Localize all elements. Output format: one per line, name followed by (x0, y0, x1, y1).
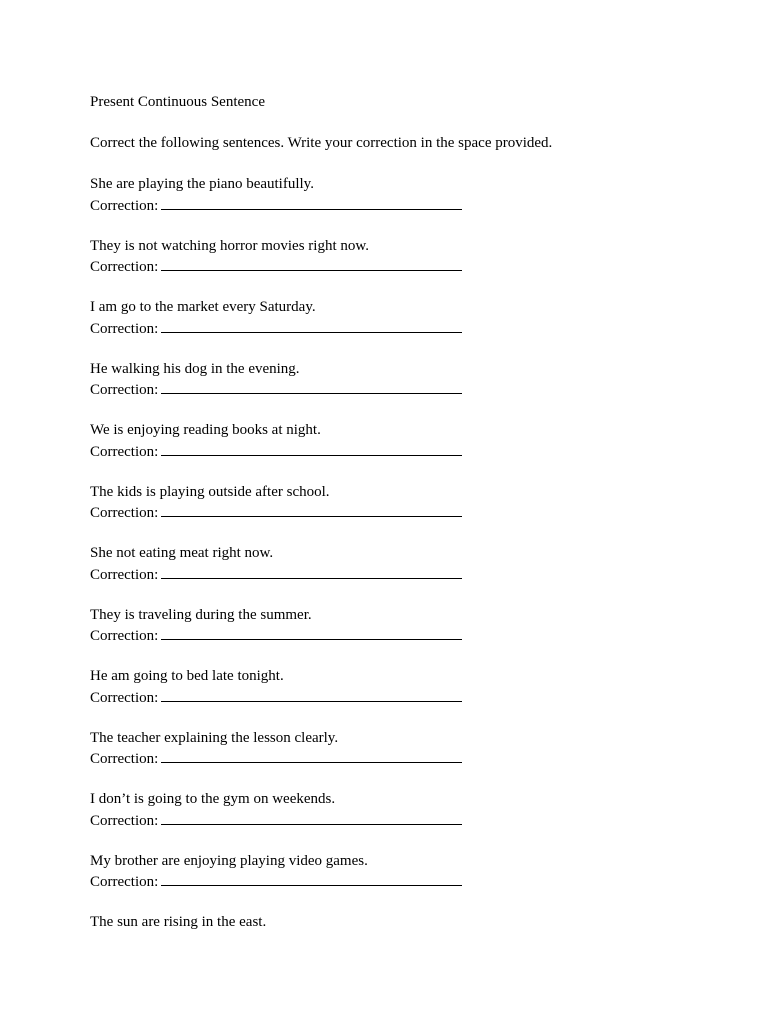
incorrect-sentence: He walking his dog in the evening. (90, 360, 300, 377)
exercise-item-8 (90, 605, 710, 667)
correction-label: Correction: (90, 505, 159, 521)
correction-blank[interactable] (161, 502, 462, 517)
exercise-item-6 (90, 482, 710, 544)
correction-label: Correction: (90, 874, 159, 890)
incorrect-sentence: She are playing the piano beautifully. (90, 176, 314, 192)
correction-label: Correction: (90, 320, 159, 337)
exercise-item-13 (90, 912, 710, 933)
correction-label: Correction: (90, 628, 159, 644)
correction-label: Correction: (90, 751, 159, 767)
correction-row (90, 441, 710, 462)
correction-blank[interactable] (161, 195, 462, 210)
correction-blank[interactable] (161, 871, 462, 886)
worksheet-page (90, 92, 710, 933)
exercise-item-9 (90, 666, 710, 728)
correction-blank[interactable] (161, 625, 462, 640)
correction-row (90, 379, 710, 400)
correction-row (90, 687, 710, 708)
correction-row (90, 564, 710, 585)
incorrect-sentence: The teacher explaining the lesson clearly. (90, 729, 339, 746)
incorrect-sentence: The kids is playing outside after school. (90, 483, 330, 500)
correction-blank[interactable] (161, 687, 462, 702)
exercise-item-11 (90, 789, 710, 851)
exercise-item-12 (90, 851, 710, 913)
incorrect-sentence: They is not watching horror movies right now. (90, 237, 369, 254)
exercise-item-7 (90, 543, 710, 605)
correction-blank[interactable] (161, 810, 462, 825)
exercise-item-1 (90, 174, 710, 236)
worksheet-instructions: Correct the following sentences. Write your correction in the space provided. (90, 135, 553, 151)
correction-row (90, 871, 710, 892)
incorrect-sentence: They is traveling during the summer. (90, 606, 312, 623)
correction-blank[interactable] (161, 256, 462, 271)
incorrect-sentence: The sun are rising in the east. (90, 914, 267, 930)
correction-blank[interactable] (161, 441, 462, 456)
correction-label: Correction: (90, 443, 159, 460)
correction-label: Correction: (90, 566, 159, 583)
correction-label: Correction: (90, 382, 159, 398)
incorrect-sentence: I don’t is going to the gym on weekends. (90, 791, 336, 807)
exercise-item-3 (90, 297, 710, 359)
correction-blank[interactable] (161, 318, 462, 333)
exercise-item-5 (90, 420, 710, 482)
correction-blank[interactable] (161, 748, 462, 763)
incorrect-sentence: I am go to the market every Saturday. (90, 299, 316, 315)
correction-row (90, 810, 710, 831)
incorrect-sentence: He am going to bed late tonight. (90, 668, 284, 684)
correction-label: Correction: (90, 689, 159, 706)
correction-row (90, 748, 710, 769)
exercise-item-4 (90, 359, 710, 421)
incorrect-sentence: She not eating meat right now. (90, 545, 274, 561)
correction-blank[interactable] (161, 379, 462, 394)
correction-row (90, 195, 710, 216)
exercise-item-2 (90, 236, 710, 298)
exercise-item-10 (90, 728, 710, 790)
correction-row (90, 256, 710, 277)
correction-label: Correction: (90, 197, 159, 214)
incorrect-sentence: We is enjoying reading books at night. (90, 422, 321, 438)
incorrect-sentence: My brother are enjoying playing video games. (90, 852, 368, 869)
correction-row (90, 318, 710, 339)
worksheet-title: Present Continuous Sentence (90, 94, 265, 110)
correction-label: Correction: (90, 812, 159, 829)
correction-label: Correction: (90, 259, 159, 275)
correction-blank[interactable] (161, 564, 462, 579)
correction-row (90, 502, 710, 523)
correction-row (90, 625, 710, 646)
